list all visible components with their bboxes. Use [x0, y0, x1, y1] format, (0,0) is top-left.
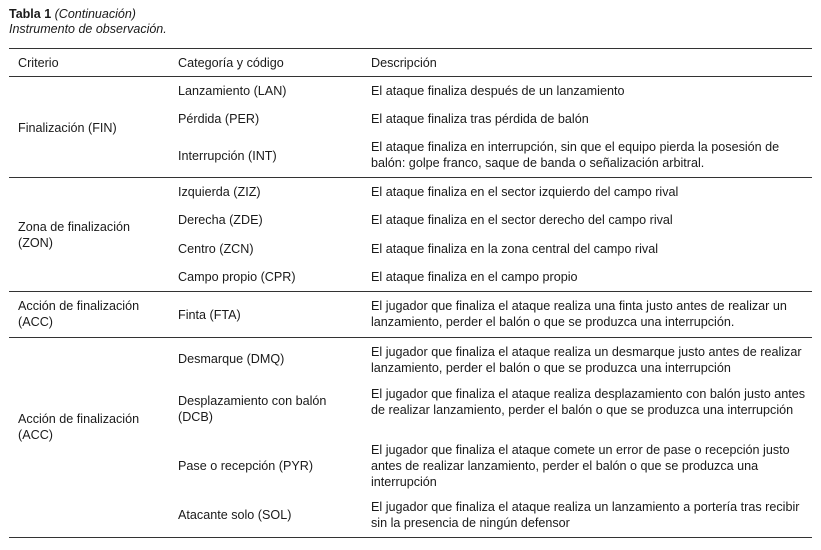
category-cpr: Campo propio (CPR) [178, 270, 296, 284]
description-sol: El jugador que finaliza el ataque realiza un lanzamiento a portería tras recibir sin la presencia de ningún defensor [371, 500, 800, 530]
description-int: El ataque finaliza en interrupción, sin que el equipo pierda la posesión de balón: golpe franco, saque de banda o señalización arbitral. [371, 140, 780, 170]
description-zcn: El ataque finaliza en la zona central del campo rival [371, 242, 659, 256]
category-dmq: Desmarque (DMQ) [178, 352, 285, 366]
rule-header [9, 76, 812, 77]
rule-top [9, 48, 812, 49]
table-subtitle: Instrumento de observación. [9, 22, 167, 36]
description-cpr: El ataque finaliza en el campo propio [371, 270, 578, 284]
description-per: El ataque finaliza tras pérdida de balón [371, 112, 589, 126]
category-sol: Atacante solo (SOL) [178, 508, 292, 522]
category-fta: Finta (FTA) [178, 308, 241, 322]
header-criterio: Criterio [18, 56, 59, 70]
criterion-acc-1: Acción de finalización (ACC) [18, 299, 140, 329]
category-zde: Derecha (ZDE) [178, 213, 263, 227]
category-lan: Lanzamiento (LAN) [178, 84, 287, 98]
category-dcb: Desplazamiento con balón (DCB) [178, 394, 327, 424]
rule-group-2 [9, 291, 812, 292]
criterion-zon: Zona de finalización (ZON) [18, 220, 131, 250]
header-descripcion: Descripción [371, 56, 437, 70]
table-label: Tabla 1 [9, 7, 52, 21]
header-categoria: Categoría y código [178, 56, 284, 70]
description-lan: El ataque finaliza después de un lanzamiento [371, 84, 625, 98]
category-pyr: Pase o recepción (PYR) [178, 459, 314, 473]
description-dcb: El jugador que finaliza el ataque realiza desplazamiento con balón justo antes de realizar lanzamiento, perder el balón o que se produzca una interrupción [371, 387, 806, 417]
table-continuation: (Continuación) [54, 7, 136, 21]
rule-group-1 [9, 177, 812, 178]
table-caption [9, 7, 167, 37]
category-per: Pérdida (PER) [178, 112, 260, 126]
category-zcn: Centro (ZCN) [178, 242, 254, 256]
description-pyr: El jugador que finaliza el ataque comete un error de pase o recepción justo antes de realizar lanzamiento, perder el balón o que se produzca una interrupción [371, 443, 790, 489]
criterion-fin: Finalización (FIN) [18, 121, 117, 135]
criterion-acc-2: Acción de finalización (ACC) [18, 412, 140, 442]
category-int: Interrupción (INT) [178, 149, 277, 163]
description-fta: El jugador que finaliza el ataque realiza una finta justo antes de realizar un lanzamiento, perder el balón o que se produzca una interrupción. [371, 299, 787, 329]
description-ziz: El ataque finaliza en el sector izquierdo del campo rival [371, 185, 679, 199]
category-ziz: Izquierda (ZIZ) [178, 185, 261, 199]
rule-group-3 [9, 337, 812, 338]
description-dmq: El jugador que finaliza el ataque realiza un desmarque justo antes de realizar lanzamiento, perder el balón o que se produzca una interrupción [371, 345, 802, 375]
rule-bottom [9, 537, 812, 538]
description-zde: El ataque finaliza en el sector derecho del campo rival [371, 213, 673, 227]
